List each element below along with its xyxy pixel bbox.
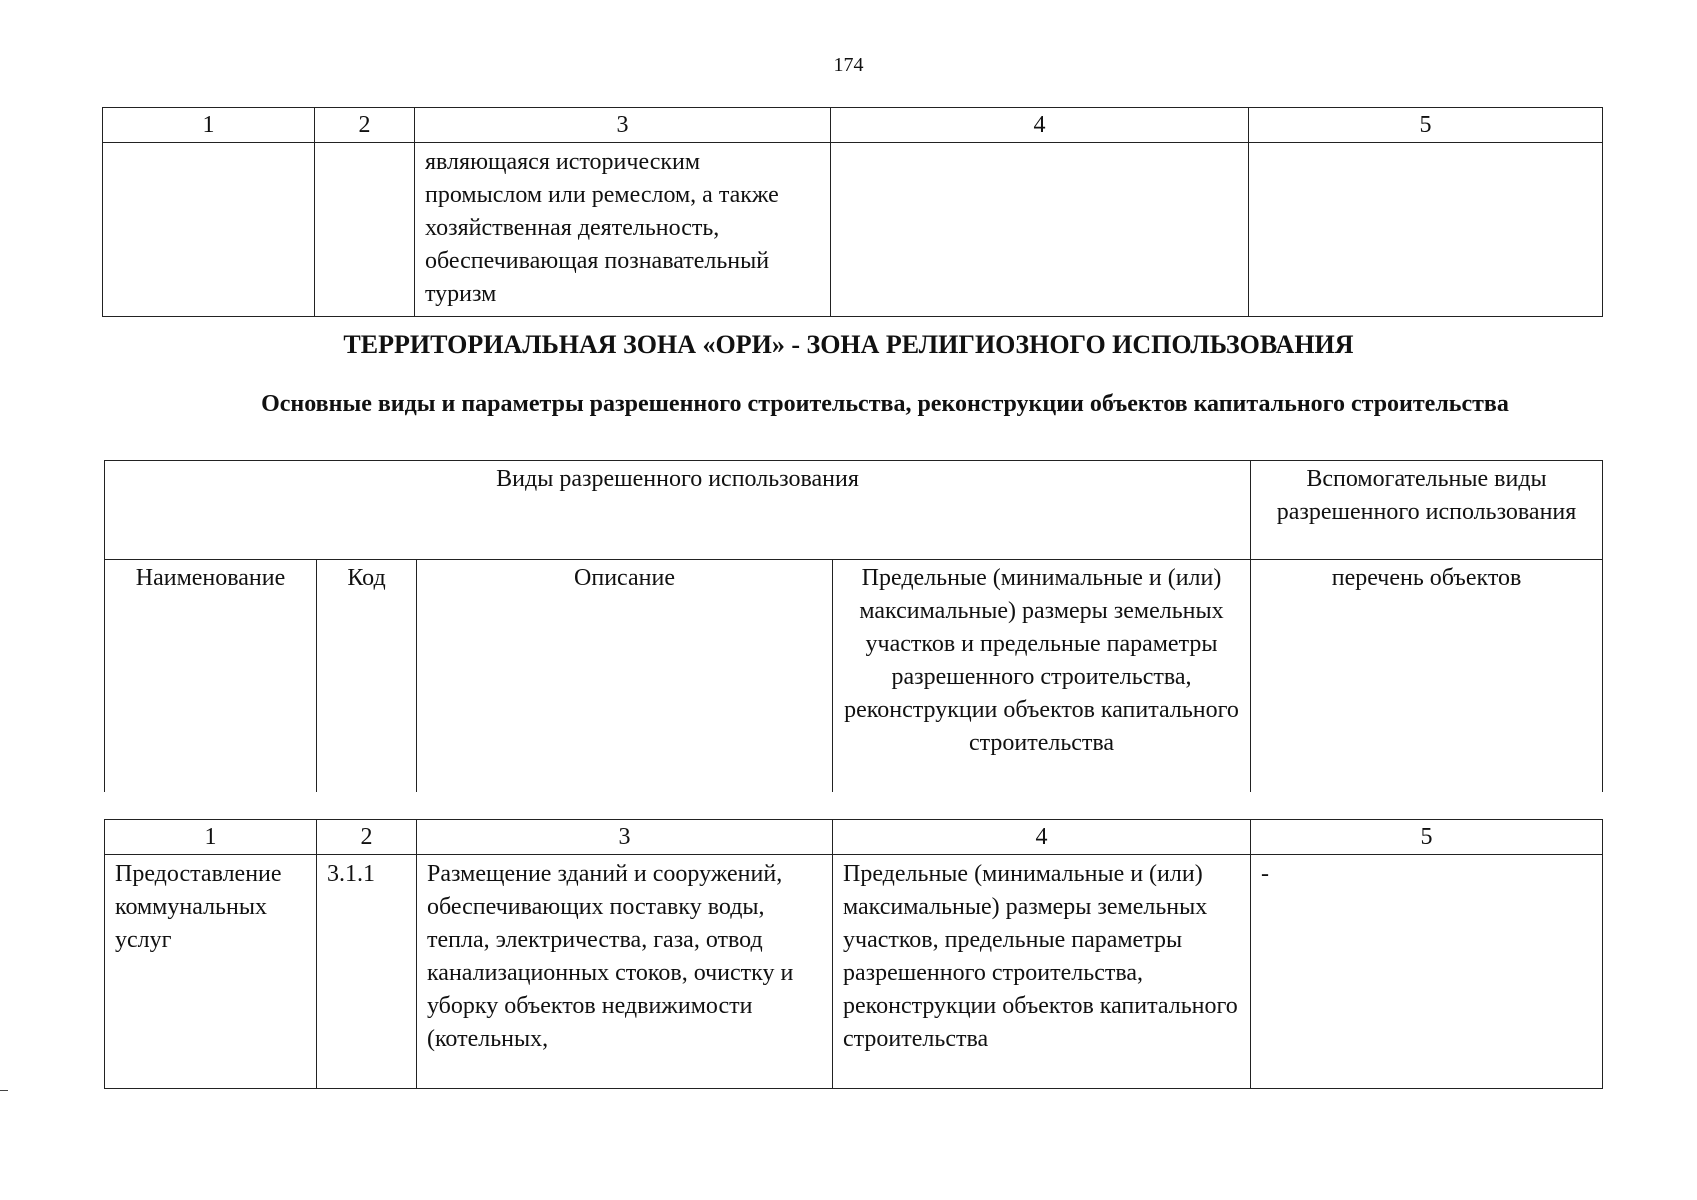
description-cell: являющаяся историческим промыслом или ремеслом, а также хозяйственная деятельность, обеспечивающая познавательный туризм xyxy=(415,143,831,317)
header-auxiliary-uses: Вспомогательные виды разрешенного использования xyxy=(1251,461,1603,560)
description-cell: Размещение зданий и сооружений, обеспечивающих поставку воды, тепла, электричества, газа, отвод канализационных стоков, очистку и уборку объектов недвижимости (котельных, xyxy=(417,855,833,1089)
table-cell xyxy=(831,143,1249,317)
data-table xyxy=(104,819,1603,1089)
header-row-group xyxy=(105,461,1603,560)
column-number: 5 xyxy=(1249,108,1603,143)
header-objects-list: перечень объектов xyxy=(1251,560,1603,793)
table-cell xyxy=(1249,143,1603,317)
table-cell xyxy=(103,143,315,317)
table-row xyxy=(105,855,1603,1089)
code-cell: 3.1.1 xyxy=(317,855,417,1089)
header-code: Код xyxy=(317,560,417,793)
header-permitted-uses: Виды разрешенного использования xyxy=(105,461,1251,560)
header-description: Описание xyxy=(417,560,833,793)
column-number: 3 xyxy=(417,820,833,855)
section-title: Основные виды и параметры разрешенного строительства, реконструкции объектов капитального строительства xyxy=(261,391,1509,417)
column-number: 2 xyxy=(315,108,415,143)
header-name: Наименование xyxy=(105,560,317,793)
column-number: 4 xyxy=(833,820,1251,855)
zone-title: ТЕРРИТОРИАЛЬНАЯ ЗОНА «ОРИ» - ЗОНА РЕЛИГИОЗНОГО ИСПОЛЬЗОВАНИЯ xyxy=(343,330,1354,359)
column-number-row xyxy=(103,108,1603,143)
page-number: 174 xyxy=(833,54,864,76)
column-number: 1 xyxy=(103,108,315,143)
limits-cell: Предельные (минимальные и (или) максимальные) размеры земельных участков, предельные параметры разрешенного строительства, реконструкции объектов капитального строительства xyxy=(833,855,1251,1089)
column-number-row xyxy=(105,820,1603,855)
header-limits: Предельные (минимальные и (или) максимальные) размеры земельных участков и предельные параметры разрешенного строительства, реконструкции объектов капитального строительства xyxy=(833,560,1251,793)
column-number: 5 xyxy=(1251,820,1603,855)
name-cell: Предоставление коммунальных услуг xyxy=(105,855,317,1089)
column-number: 4 xyxy=(831,108,1249,143)
column-number: 2 xyxy=(317,820,417,855)
column-number: 1 xyxy=(105,820,317,855)
table-cell xyxy=(315,143,415,317)
auxiliary-cell: - xyxy=(1251,855,1603,1089)
column-number: 3 xyxy=(415,108,831,143)
table-row xyxy=(103,143,1603,317)
header-row-columns xyxy=(105,560,1603,793)
continuation-table xyxy=(102,107,1603,317)
header-table xyxy=(104,460,1603,792)
scan-edge-mark xyxy=(0,1090,8,1091)
